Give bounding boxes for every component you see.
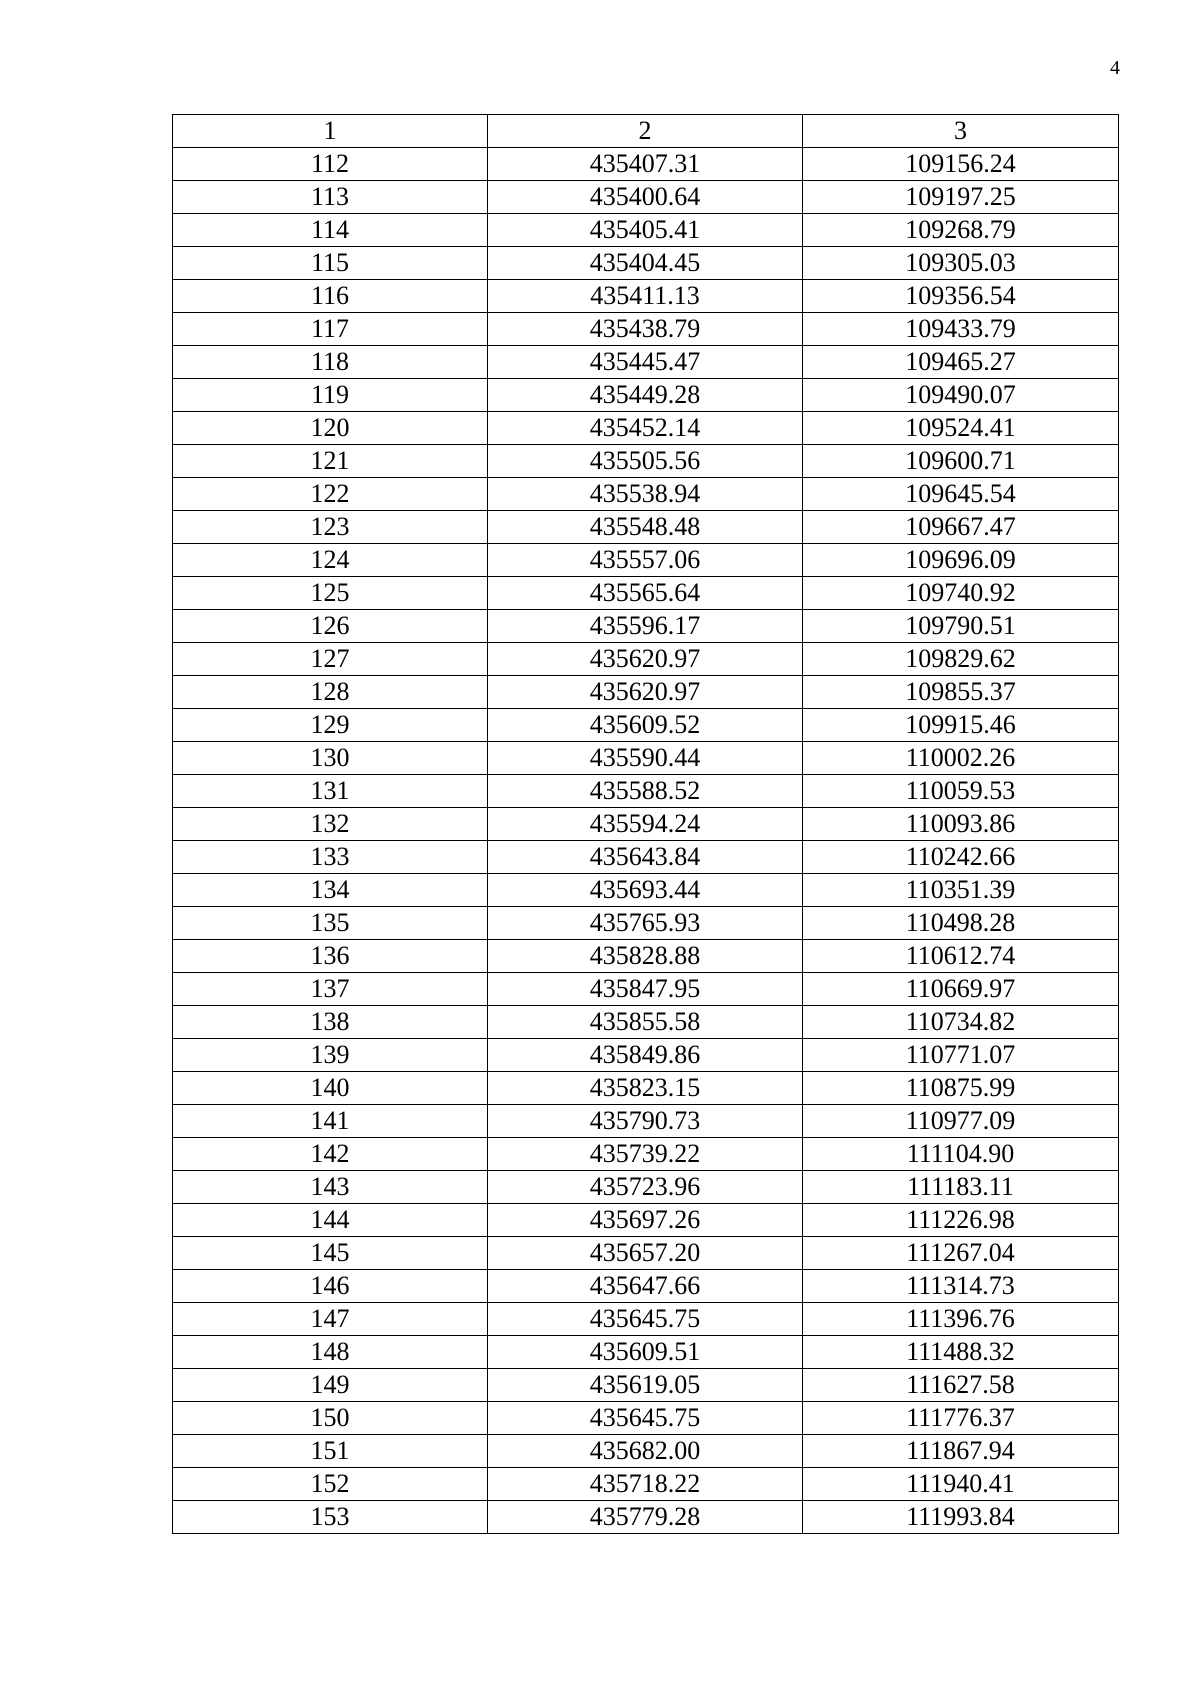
table-row [173, 1039, 1119, 1072]
point-number-cell: 136 [173, 940, 488, 973]
point-number-cell: 146 [173, 1270, 488, 1303]
x-coordinate-cell: 435723.96 [488, 1171, 803, 1204]
point-number-cell: 137 [173, 973, 488, 1006]
x-coordinate-cell: 435505.56 [488, 445, 803, 478]
y-coordinate-cell: 109356.54 [803, 280, 1119, 313]
y-coordinate-cell: 109156.24 [803, 148, 1119, 181]
y-coordinate-cell: 110059.53 [803, 775, 1119, 808]
table-row [173, 742, 1119, 775]
table-body [173, 115, 1119, 1534]
point-number-cell: 134 [173, 874, 488, 907]
column-header: 3 [803, 115, 1119, 148]
table-row [173, 1501, 1119, 1534]
column-header: 2 [488, 115, 803, 148]
point-number-cell: 119 [173, 379, 488, 412]
point-number-cell: 130 [173, 742, 488, 775]
y-coordinate-cell: 110612.74 [803, 940, 1119, 973]
table-row [173, 247, 1119, 280]
table-row [173, 1105, 1119, 1138]
y-coordinate-cell: 110977.09 [803, 1105, 1119, 1138]
x-coordinate-cell: 435548.48 [488, 511, 803, 544]
x-coordinate-cell: 435400.64 [488, 181, 803, 214]
x-coordinate-cell: 435609.52 [488, 709, 803, 742]
point-number-cell: 128 [173, 676, 488, 709]
x-coordinate-cell: 435620.97 [488, 676, 803, 709]
table-row [173, 643, 1119, 676]
table-row [173, 313, 1119, 346]
y-coordinate-cell: 111867.94 [803, 1435, 1119, 1468]
table-row [173, 1072, 1119, 1105]
table-header-row [173, 115, 1119, 148]
point-number-cell: 151 [173, 1435, 488, 1468]
point-number-cell: 131 [173, 775, 488, 808]
table-row [173, 775, 1119, 808]
point-number-cell: 117 [173, 313, 488, 346]
x-coordinate-cell: 435565.64 [488, 577, 803, 610]
table-row [173, 214, 1119, 247]
x-coordinate-cell: 435596.17 [488, 610, 803, 643]
point-number-cell: 148 [173, 1336, 488, 1369]
table-row [173, 181, 1119, 214]
point-number-cell: 143 [173, 1171, 488, 1204]
x-coordinate-cell: 435828.88 [488, 940, 803, 973]
y-coordinate-cell: 109790.51 [803, 610, 1119, 643]
point-number-cell: 135 [173, 907, 488, 940]
table-row [173, 676, 1119, 709]
point-number-cell: 140 [173, 1072, 488, 1105]
point-number-cell: 141 [173, 1105, 488, 1138]
y-coordinate-cell: 110351.39 [803, 874, 1119, 907]
point-number-cell: 123 [173, 511, 488, 544]
point-number-cell: 153 [173, 1501, 488, 1534]
table-row [173, 1270, 1119, 1303]
x-coordinate-cell: 435643.84 [488, 841, 803, 874]
y-coordinate-cell: 111627.58 [803, 1369, 1119, 1402]
x-coordinate-cell: 435452.14 [488, 412, 803, 445]
table-row [173, 1138, 1119, 1171]
table-row [173, 511, 1119, 544]
table-row [173, 1336, 1119, 1369]
y-coordinate-cell: 109740.92 [803, 577, 1119, 610]
y-coordinate-cell: 109433.79 [803, 313, 1119, 346]
x-coordinate-cell: 435557.06 [488, 544, 803, 577]
y-coordinate-cell: 110771.07 [803, 1039, 1119, 1072]
y-coordinate-cell: 111226.98 [803, 1204, 1119, 1237]
y-coordinate-cell: 110669.97 [803, 973, 1119, 1006]
x-coordinate-cell: 435779.28 [488, 1501, 803, 1534]
x-coordinate-cell: 435449.28 [488, 379, 803, 412]
y-coordinate-cell: 111776.37 [803, 1402, 1119, 1435]
x-coordinate-cell: 435765.93 [488, 907, 803, 940]
point-number-cell: 125 [173, 577, 488, 610]
table-row [173, 610, 1119, 643]
table-row [173, 577, 1119, 610]
table-row [173, 907, 1119, 940]
table-row [173, 1006, 1119, 1039]
table-row [173, 841, 1119, 874]
y-coordinate-cell: 109855.37 [803, 676, 1119, 709]
page-number: 4 [1110, 57, 1120, 79]
y-coordinate-cell: 111396.76 [803, 1303, 1119, 1336]
x-coordinate-cell: 435855.58 [488, 1006, 803, 1039]
y-coordinate-cell: 109829.62 [803, 643, 1119, 676]
point-number-cell: 145 [173, 1237, 488, 1270]
column-header: 1 [173, 115, 488, 148]
y-coordinate-cell: 110875.99 [803, 1072, 1119, 1105]
point-number-cell: 138 [173, 1006, 488, 1039]
x-coordinate-cell: 435590.44 [488, 742, 803, 775]
y-coordinate-cell: 111267.04 [803, 1237, 1119, 1270]
point-number-cell: 147 [173, 1303, 488, 1336]
point-number-cell: 152 [173, 1468, 488, 1501]
y-coordinate-cell: 110734.82 [803, 1006, 1119, 1039]
point-number-cell: 139 [173, 1039, 488, 1072]
x-coordinate-cell: 435647.66 [488, 1270, 803, 1303]
table-row [173, 1468, 1119, 1501]
point-number-cell: 127 [173, 643, 488, 676]
table-row [173, 1204, 1119, 1237]
point-number-cell: 116 [173, 280, 488, 313]
x-coordinate-cell: 435697.26 [488, 1204, 803, 1237]
table-row [173, 1303, 1119, 1336]
table-row [173, 1402, 1119, 1435]
table-row [173, 148, 1119, 181]
x-coordinate-cell: 435588.52 [488, 775, 803, 808]
point-number-cell: 132 [173, 808, 488, 841]
x-coordinate-cell: 435645.75 [488, 1402, 803, 1435]
table-row [173, 412, 1119, 445]
x-coordinate-cell: 435411.13 [488, 280, 803, 313]
point-number-cell: 121 [173, 445, 488, 478]
point-number-cell: 112 [173, 148, 488, 181]
x-coordinate-cell: 435594.24 [488, 808, 803, 841]
table-row [173, 346, 1119, 379]
y-coordinate-cell: 109268.79 [803, 214, 1119, 247]
y-coordinate-cell: 110093.86 [803, 808, 1119, 841]
point-number-cell: 113 [173, 181, 488, 214]
y-coordinate-cell: 111314.73 [803, 1270, 1119, 1303]
table-row [173, 445, 1119, 478]
table-row [173, 544, 1119, 577]
x-coordinate-cell: 435538.94 [488, 478, 803, 511]
table-row [173, 709, 1119, 742]
x-coordinate-cell: 435609.51 [488, 1336, 803, 1369]
table-row [173, 874, 1119, 907]
point-number-cell: 118 [173, 346, 488, 379]
x-coordinate-cell: 435790.73 [488, 1105, 803, 1138]
y-coordinate-cell: 109465.27 [803, 346, 1119, 379]
point-number-cell: 114 [173, 214, 488, 247]
x-coordinate-cell: 435438.79 [488, 313, 803, 346]
y-coordinate-cell: 109524.41 [803, 412, 1119, 445]
table-row [173, 1237, 1119, 1270]
point-number-cell: 126 [173, 610, 488, 643]
x-coordinate-cell: 435619.05 [488, 1369, 803, 1402]
x-coordinate-cell: 435405.41 [488, 214, 803, 247]
x-coordinate-cell: 435657.20 [488, 1237, 803, 1270]
x-coordinate-cell: 435693.44 [488, 874, 803, 907]
y-coordinate-cell: 110002.26 [803, 742, 1119, 775]
y-coordinate-cell: 111488.32 [803, 1336, 1119, 1369]
table-row [173, 940, 1119, 973]
y-coordinate-cell: 109696.09 [803, 544, 1119, 577]
table-row [173, 1171, 1119, 1204]
table-row [173, 1369, 1119, 1402]
y-coordinate-cell: 111183.11 [803, 1171, 1119, 1204]
x-coordinate-cell: 435823.15 [488, 1072, 803, 1105]
point-number-cell: 115 [173, 247, 488, 280]
x-coordinate-cell: 435620.97 [488, 643, 803, 676]
table-row [173, 1435, 1119, 1468]
x-coordinate-cell: 435445.47 [488, 346, 803, 379]
table-row [173, 280, 1119, 313]
point-number-cell: 129 [173, 709, 488, 742]
point-number-cell: 144 [173, 1204, 488, 1237]
table-row [173, 379, 1119, 412]
table-row [173, 808, 1119, 841]
x-coordinate-cell: 435682.00 [488, 1435, 803, 1468]
x-coordinate-cell: 435645.75 [488, 1303, 803, 1336]
x-coordinate-cell: 435404.45 [488, 247, 803, 280]
point-number-cell: 142 [173, 1138, 488, 1171]
y-coordinate-cell: 109197.25 [803, 181, 1119, 214]
y-coordinate-cell: 109490.07 [803, 379, 1119, 412]
y-coordinate-cell: 109645.54 [803, 478, 1119, 511]
table-row [173, 973, 1119, 1006]
y-coordinate-cell: 111104.90 [803, 1138, 1119, 1171]
x-coordinate-cell: 435718.22 [488, 1468, 803, 1501]
point-number-cell: 133 [173, 841, 488, 874]
point-number-cell: 149 [173, 1369, 488, 1402]
x-coordinate-cell: 435739.22 [488, 1138, 803, 1171]
y-coordinate-cell: 110242.66 [803, 841, 1119, 874]
point-number-cell: 124 [173, 544, 488, 577]
point-number-cell: 150 [173, 1402, 488, 1435]
y-coordinate-cell: 109915.46 [803, 709, 1119, 742]
x-coordinate-cell: 435849.86 [488, 1039, 803, 1072]
y-coordinate-cell: 111993.84 [803, 1501, 1119, 1534]
y-coordinate-cell: 110498.28 [803, 907, 1119, 940]
table-row [173, 478, 1119, 511]
x-coordinate-cell: 435407.31 [488, 148, 803, 181]
point-number-cell: 122 [173, 478, 488, 511]
x-coordinate-cell: 435847.95 [488, 973, 803, 1006]
y-coordinate-cell: 109305.03 [803, 247, 1119, 280]
coordinates-table [172, 114, 1119, 1534]
y-coordinate-cell: 111940.41 [803, 1468, 1119, 1501]
point-number-cell: 120 [173, 412, 488, 445]
y-coordinate-cell: 109600.71 [803, 445, 1119, 478]
y-coordinate-cell: 109667.47 [803, 511, 1119, 544]
